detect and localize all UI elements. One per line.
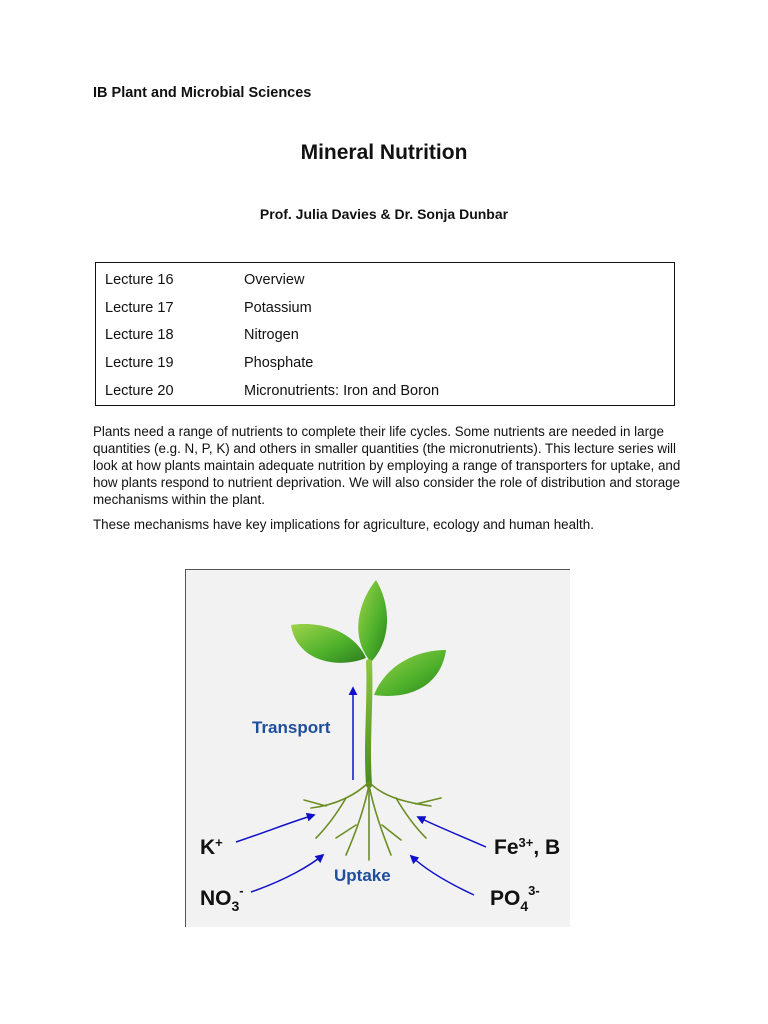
ion-nitrate: $NO_3^-$ <box>200 883 244 914</box>
lecture-number: Lecture 20 <box>105 383 174 400</box>
left-leaf <box>291 624 366 663</box>
stem <box>368 662 369 785</box>
lecture-number: Lecture 17 <box>105 299 174 316</box>
top-leaf <box>358 580 387 662</box>
roots <box>304 782 441 860</box>
lecture-topic: Micronutrients: Iron and Boron <box>244 383 440 400</box>
uptake-label: Uptake <box>334 866 391 885</box>
plant-illustration <box>186 570 570 927</box>
ion-potassium: K+ <box>200 834 223 859</box>
lecture-row <box>96 349 674 377</box>
right-leaf <box>374 650 446 696</box>
lecture-schedule-table <box>95 262 675 406</box>
uptake-arrow-no3 <box>251 855 323 892</box>
lecture-topic: Nitrogen <box>244 327 299 344</box>
ion-phosphate: $PO_4^{3-}$ <box>490 883 540 914</box>
lecture-row <box>96 377 674 405</box>
lecture-row <box>96 294 674 322</box>
authors: Prof. Julia Davies & Dr. Sonja Dunbar <box>259 206 509 222</box>
course-name: IB Plant and Microbial Sciences <box>93 85 312 101</box>
implications-paragraph: These mechanisms have key implications for agriculture, ecology and human health. <box>93 517 594 532</box>
intro-paragraph: Plants need a range of nutrients to complete their life cycles. Some nutrients are needed in large quantities (e.g. N, P, K) and others in smaller quantities (the micronutrients). This lecture series will look at how plants maintain adequate nutrition by employing a range of transporters for uptake, and how plants respond to nutrient deprivation. We will also consider the role of distribution and storage mechanisms within the plant. <box>93 424 681 507</box>
plant-nutrient-figure <box>185 569 570 927</box>
uptake-arrow-fe <box>418 817 486 847</box>
lecture-number: Lecture 19 <box>105 355 174 372</box>
lecture-number: Lecture 16 <box>105 271 174 288</box>
uptake-arrow-k <box>236 815 314 842</box>
lecture-topic: Potassium <box>244 299 312 316</box>
uptake-arrow-po4 <box>411 856 474 895</box>
transport-label: Transport <box>252 718 331 737</box>
lecture-row <box>96 266 674 294</box>
lecture-row <box>96 322 674 350</box>
lecture-topic: Phosphate <box>244 355 314 372</box>
lecture-number: Lecture 18 <box>105 327 174 344</box>
ion-iron-boron: $Fe^{3+}$, B <box>494 834 561 859</box>
document-title: Mineral Nutrition <box>300 141 468 164</box>
lecture-topic: Overview <box>244 271 305 288</box>
